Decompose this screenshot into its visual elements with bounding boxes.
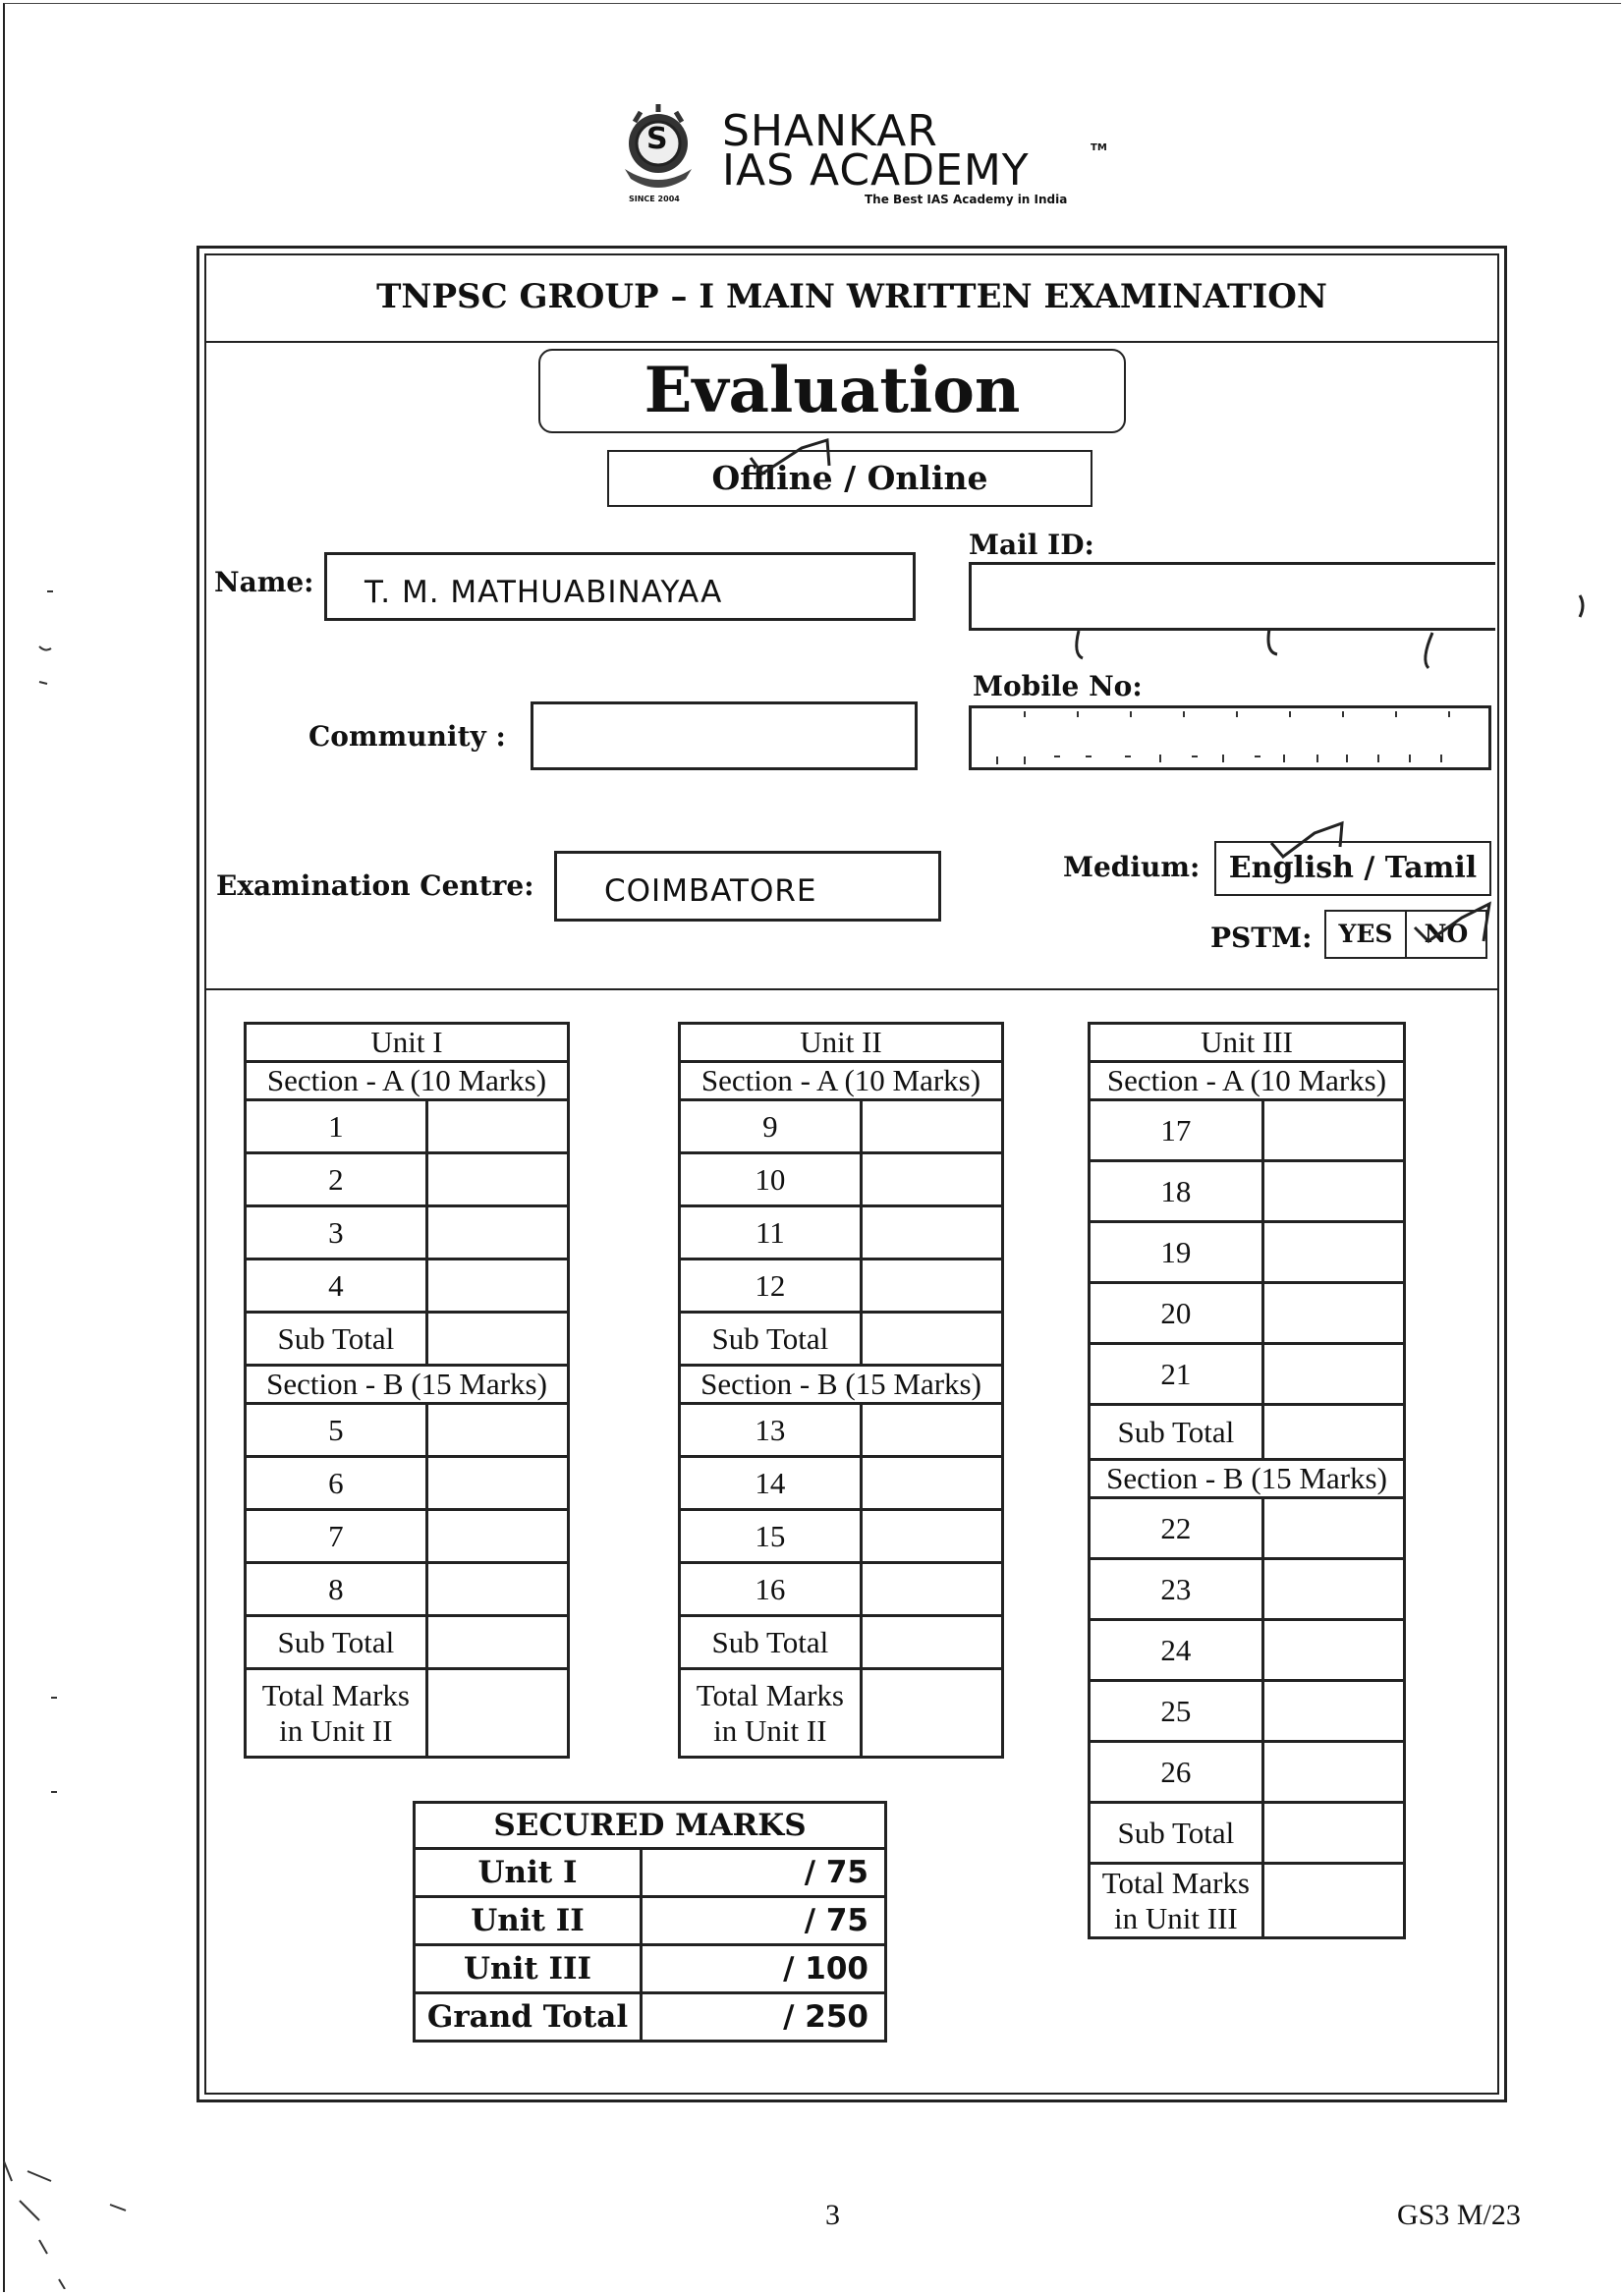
question-number: 22 [1090,1498,1263,1559]
offline-tick-mark [747,436,835,477]
unit-title: Unit III [1090,1024,1405,1062]
mark-cell[interactable] [1262,1559,1404,1620]
question-number: 18 [1090,1161,1263,1222]
question-number: 10 [680,1153,862,1206]
mail-field[interactable] [969,562,1495,631]
exam-title: TNPSC GROUP – I MAIN WRITTEN EXAMINATION [376,277,1327,316]
question-number: 8 [246,1563,427,1616]
question-number: 21 [1090,1344,1263,1405]
unit-title: Unit II [680,1024,1003,1062]
section-a-header: Section - A (10 Marks) [246,1062,569,1100]
tagline: The Best IAS Academy in India [865,193,1068,206]
mail-field-ink-marks [1071,625,1464,674]
no-tick-mark [1407,898,1495,957]
medium-label: Medium: [1063,851,1201,883]
question-number: 11 [680,1206,862,1259]
total-marks-cell[interactable] [861,1669,1002,1758]
subtotal-cell[interactable] [861,1616,1002,1669]
mark-cell[interactable] [426,1153,568,1206]
mark-cell[interactable] [1262,1283,1404,1344]
mark-cell[interactable] [861,1206,1002,1259]
subtotal-label: Sub Total [680,1313,862,1366]
community-field[interactable] [531,701,918,770]
right-margin-mark [1576,593,1588,621]
section-a-header: Section - A (10 Marks) [1090,1062,1405,1100]
unit-3-table [1088,1022,1406,1939]
exam-centre-field[interactable] [554,851,941,922]
subtotal-label: Sub Total [246,1313,427,1366]
unit-2-table [678,1022,1004,1759]
question-number: 1 [246,1100,427,1153]
question-number: 23 [1090,1559,1263,1620]
question-number: 14 [680,1457,862,1510]
mark-cell[interactable] [1262,1100,1404,1161]
mark-cell[interactable] [426,1100,568,1153]
secured-row-value[interactable]: / 250 [642,1993,886,2042]
question-number: 7 [246,1510,427,1563]
question-number: 17 [1090,1100,1263,1161]
secured-row-label: Grand Total [415,1993,642,2042]
question-number: 2 [246,1153,427,1206]
question-number: 13 [680,1404,862,1457]
english-tick-mark [1267,819,1350,861]
mark-cell[interactable] [1262,1498,1404,1559]
mark-cell[interactable] [426,1563,568,1616]
secured-row-label: Unit I [415,1849,642,1897]
secured-row-value[interactable]: / 75 [642,1897,886,1945]
mobile-label: Mobile No: [973,670,1143,702]
evaluation-heading: Evaluation [538,349,1126,433]
secured-row-label: Unit III [415,1945,642,1993]
title-divider [204,341,1499,343]
subtotal-label: Sub Total [680,1616,862,1669]
details-divider [204,988,1499,990]
question-number: 25 [1090,1681,1263,1742]
mark-cell[interactable] [861,1563,1002,1616]
secured-marks-table [413,1801,887,2043]
subtotal-cell[interactable] [426,1616,568,1669]
total-marks-label: Total Marks in Unit II [246,1669,427,1758]
secured-row-value[interactable]: / 75 [642,1849,886,1897]
mark-cell[interactable] [861,1259,1002,1313]
mark-cell[interactable] [1262,1681,1404,1742]
question-number: 3 [246,1206,427,1259]
mobile-field-dots [978,709,1484,766]
total-marks-label: Total Marks in Unit II [680,1669,862,1758]
subtotal-cell[interactable] [1262,1803,1404,1864]
name-value: T. M. MATHUABINAYAA [364,575,723,610]
page-number: 3 [825,2199,840,2231]
question-number: 5 [246,1404,427,1457]
subtotal-cell[interactable] [1262,1405,1404,1460]
section-b-header: Section - B (15 Marks) [246,1366,569,1404]
question-number: 16 [680,1563,862,1616]
mark-cell[interactable] [426,1206,568,1259]
name-label: Name: [214,566,314,598]
mode-selector[interactable]: Offline / Online [607,450,1092,507]
secured-row-label: Unit II [415,1897,642,1945]
secured-row-value[interactable]: / 100 [642,1945,886,1993]
mark-cell[interactable] [1262,1742,1404,1803]
since-label: SINCE 2004 [629,195,680,203]
mark-cell[interactable] [1262,1161,1404,1222]
trademark-mark: TM [1091,142,1107,153]
mark-cell[interactable] [426,1259,568,1313]
exam-centre-label: Examination Centre: [216,869,534,902]
question-number: 9 [680,1100,862,1153]
exam-centre-value: COIMBATORE [604,873,817,909]
question-number: 6 [246,1457,427,1510]
mark-cell[interactable] [426,1457,568,1510]
mark-cell[interactable] [861,1457,1002,1510]
pstm-no[interactable]: NO [1424,920,1469,948]
brand-name-line2: IAS ACADEMY [722,145,1030,196]
question-number: 26 [1090,1742,1263,1803]
subtotal-cell[interactable] [861,1313,1002,1366]
logo-letter: S [646,122,668,156]
document-code: GS3 M/23 [1397,2199,1521,2231]
question-number: 19 [1090,1222,1263,1283]
unit-title: Unit I [246,1024,569,1062]
mark-cell[interactable] [861,1510,1002,1563]
total-marks-cell[interactable] [1262,1864,1404,1938]
subtotal-label: Sub Total [1090,1803,1263,1864]
question-number: 24 [1090,1620,1263,1681]
secured-marks-title: SECURED MARKS [415,1803,886,1849]
mark-cell[interactable] [426,1510,568,1563]
mark-cell[interactable] [1262,1620,1404,1681]
medium-selector[interactable]: English / Tamil [1214,841,1491,896]
question-number: 12 [680,1259,862,1313]
pstm-yes[interactable]: YES [1326,912,1407,957]
mark-cell[interactable] [426,1404,568,1457]
mark-cell[interactable] [861,1100,1002,1153]
mark-cell[interactable] [861,1153,1002,1206]
subtotal-label: Sub Total [246,1616,427,1669]
question-number: 20 [1090,1283,1263,1344]
section-b-header: Section - B (15 Marks) [680,1366,1003,1404]
left-margin-marks [0,570,138,2289]
total-marks-label: Total Marks in Unit III [1090,1864,1263,1938]
subtotal-cell[interactable] [426,1313,568,1366]
total-marks-cell[interactable] [426,1669,568,1758]
unit-1-table [244,1022,570,1759]
mark-cell[interactable] [1262,1344,1404,1405]
question-number: 4 [246,1259,427,1313]
mark-cell[interactable] [861,1404,1002,1457]
community-label: Community : [308,720,506,753]
section-a-header: Section - A (10 Marks) [680,1062,1003,1100]
pstm-label: PSTM: [1210,922,1313,954]
mark-cell[interactable] [1262,1222,1404,1283]
section-b-header: Section - B (15 Marks) [1090,1460,1405,1498]
mail-label: Mail ID: [969,529,1094,561]
question-number: 15 [680,1510,862,1563]
name-field[interactable] [324,552,916,621]
subtotal-label: Sub Total [1090,1405,1263,1460]
brand-name-line1: SHANKAR [722,106,938,156]
